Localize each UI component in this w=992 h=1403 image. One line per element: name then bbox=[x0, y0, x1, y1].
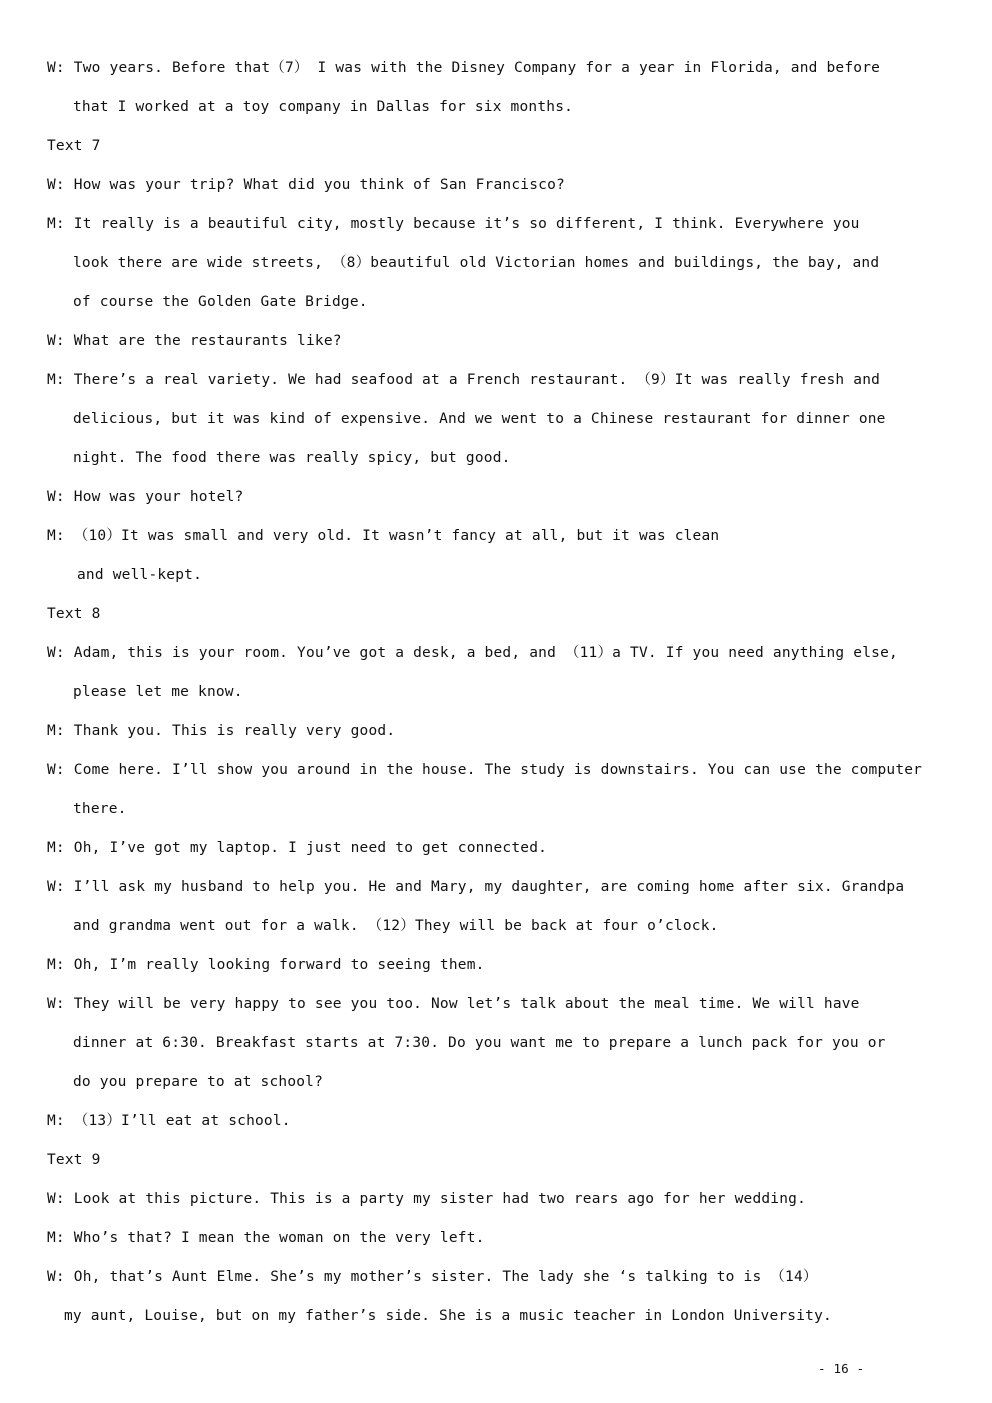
text-line: W: I’ll ask my husband to help you. He and Mary, my daughter, are coming home after six. Grandpa bbox=[47, 879, 905, 895]
text-line: M: There’s a real variety. We had seafood at a French restaurant. （9）It was really fresh and bbox=[47, 372, 881, 388]
text-line: W: Come here. I’ll show you around in the house. The study is downstairs. You can use the computer bbox=[47, 762, 923, 778]
text-line: W: Two years. Before that（7） I was with the Disney Company for a year in Florida, and before bbox=[47, 60, 881, 76]
text-line: do you prepare to at school? bbox=[73, 1074, 324, 1090]
text-line: W: Look at this picture. This is a party my sister had two rears ago for her wedding. bbox=[47, 1191, 807, 1207]
text-line: W: Oh, that’s Aunt Elme. She’s my mother’s sister. The lady she ‘s talking to is （14） bbox=[47, 1269, 818, 1285]
text-line: W: How was your hotel? bbox=[47, 489, 244, 505]
section-heading: Text 7 bbox=[47, 138, 101, 154]
text-line: and well-kept. bbox=[77, 567, 203, 583]
text-line: look there are wide streets, （8）beautiful old Victorian homes and buildings, the bay, and bbox=[73, 255, 880, 271]
text-line: of course the Golden Gate Bridge. bbox=[73, 294, 368, 310]
text-line: M: Who’s that? I mean the woman on the very left. bbox=[47, 1230, 485, 1246]
text-line: M: Oh, I’m really looking forward to seeing them. bbox=[47, 957, 485, 973]
text-line: night. The food there was really spicy, but good. bbox=[73, 450, 511, 466]
text-line: W: They will be very happy to see you too. Now let’s talk about the meal time. We will have bbox=[47, 996, 860, 1012]
text-line: delicious, but it was kind of expensive. And we went to a Chinese restaurant for dinner one bbox=[73, 411, 886, 427]
text-line: M: Oh, I’ve got my laptop. I just need to get connected. bbox=[47, 840, 548, 856]
text-line: and grandma went out for a walk. （12）They will be back at four o’clock. bbox=[73, 918, 719, 934]
text-line: M: It really is a beautiful city, mostly because it’s so different, I think. Everywhere you bbox=[47, 216, 860, 232]
text-line: my aunt, Louise, but on my father’s side. She is a music teacher in London University. bbox=[64, 1308, 832, 1324]
page-number: - 16 - bbox=[818, 1361, 865, 1376]
text-line: M: Thank you. This is really very good. bbox=[47, 723, 396, 739]
section-heading: Text 9 bbox=[47, 1152, 101, 1168]
text-line: W: What are the restaurants like? bbox=[47, 333, 342, 349]
text-line: there. bbox=[73, 801, 127, 817]
text-line: that I worked at a toy company in Dallas for six months. bbox=[73, 99, 574, 115]
text-line: dinner at 6:30. Breakfast starts at 7:30. Do you want me to prepare a lunch pack for you or bbox=[73, 1035, 886, 1051]
text-line: M: （10）It was small and very old. It wasn’t fancy at all, but it was clean bbox=[47, 528, 720, 544]
text-line: W: How was your trip? What did you think of San Francisco? bbox=[47, 177, 565, 193]
text-line: M: （13）I’ll eat at school. bbox=[47, 1113, 291, 1129]
text-line: please let me know. bbox=[73, 684, 243, 700]
section-heading: Text 8 bbox=[47, 606, 101, 622]
text-line: W: Adam, this is your room. You’ve got a desk, a bed, and （11）a TV. If you need anything else, bbox=[47, 645, 898, 661]
